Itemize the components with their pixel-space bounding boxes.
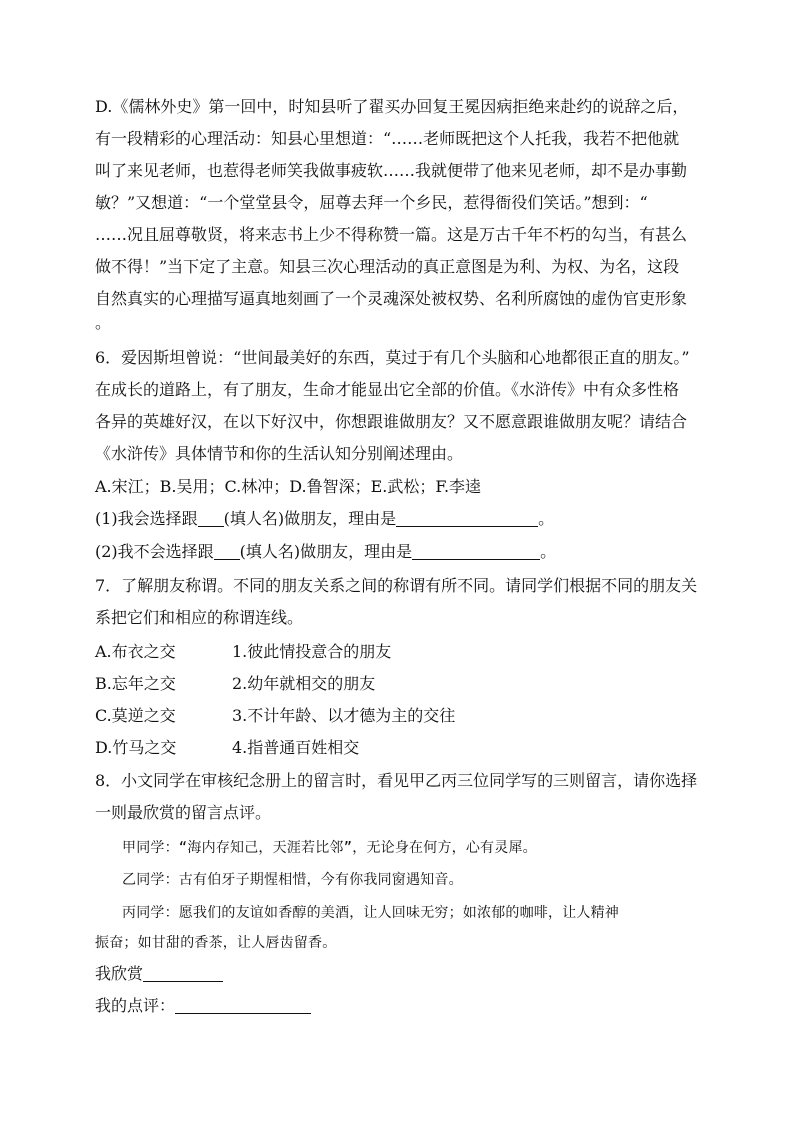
q6-sub2 (95, 542, 556, 562)
q6-sub2-text-middle: (填人名)做朋友，理由是 (239, 542, 413, 561)
q7-term-c[interactable]: C.莫逆之交 (95, 706, 176, 725)
q8-line: 8．小文同学在审核纪念册上的留言时，看见甲乙丙三位同学写的三则留言，请你选择 (95, 771, 698, 790)
q5-line: 敏？”又想道：“一个堂堂县令，屈尊去拜一个乡民，惹得衙役们笑话。”想到：“ (95, 193, 648, 212)
q7-meaning-1[interactable]: 1.彼此情投意合的朋友 (232, 642, 392, 661)
q8-appreciate (95, 964, 223, 984)
q8-message-bing: 丙同学：愿我们的友谊如香醇的美酒，让人回味无穷；如浓郁的咖啡，让人精神 (122, 905, 619, 921)
q7-term-d[interactable]: D.竹马之交 (95, 738, 177, 757)
q7-meaning-2[interactable]: 2.幼年就相交的朋友 (232, 674, 376, 693)
q8-line: 一则最欣赏的留言点评。 (95, 803, 272, 822)
q5-line: 有一段精彩的心理活动：知县心里想道：“……老师既把这个人托我，我若不把他就 (95, 129, 680, 148)
q8-appreciate-blank[interactable] (143, 965, 223, 982)
q8-comment (95, 996, 311, 1016)
q6-sub2-text-after: 。 (540, 542, 557, 561)
q6-sub1-text-after: 。 (538, 509, 555, 528)
q5-line: ……况且屈尊敬贤，将来志书上少不得称赞一篇。这是万古千年不朽的勾当，有甚么 (95, 225, 688, 244)
q6-sub1 (95, 509, 554, 529)
q8-appreciate-label: 我欣赏 (95, 964, 144, 983)
q8-comment-label: 我的点评： (95, 996, 176, 1015)
q5-line: D.《儒林外史》第一回中，时知县听了翟买办回复王冕因病拒绝来赴约的说辞之后， (95, 97, 689, 116)
q8-message-yi: 乙同学：古有伯牙子期惺相惜，今有你我同窗遇知音。 (122, 872, 463, 888)
q6-sub1-text-before: (1)我会选择跟 (95, 509, 198, 528)
q6-line: 《水浒传》具体情节和你的生活认知分别阐述理由。 (95, 444, 464, 463)
q7-term-a[interactable]: A.布衣之交 (95, 642, 176, 661)
q7-line: 7．了解朋友称谓。不同的朋友关系之间的称谓有所不同。请同学们根据不同的朋友关 (95, 576, 698, 595)
q6-line: 各异的英雄好汉，在以下好汉中，你想跟谁做朋友？又不愿意跟谁做朋友呢？请结合 (95, 412, 688, 431)
q6-sub2-name-blank[interactable] (214, 543, 240, 560)
q7-meaning-4[interactable]: 4.指普通百姓相交 (232, 738, 360, 757)
q5-line: 做不得！”当下定了主意。知县三次心理活动的真正意图是为利、为权、为名，这段 (95, 257, 680, 276)
q6-sub1-reason-blank[interactable] (396, 510, 538, 527)
q5-line: 自然真实的心理描写逼真地刻画了一个灵魂深处被权势、名利所腐蚀的虚伪官吏形象 (95, 289, 688, 308)
q6-line: 在成长的道路上，有了朋友，生命才能显出它全部的价值。《水浒传》中有众多性格 (95, 380, 680, 399)
q7-line: 系把它们和相应的称谓连线。 (95, 608, 304, 627)
q6-sub2-text-before: (2)我不会选择跟 (95, 542, 214, 561)
q7-term-b[interactable]: B.忘年之交 (95, 674, 176, 693)
q5-line: 叫了来见老师，也惹得老师笑我做事疲软……我就便带了他来见老师，却不是办事勤 (95, 161, 688, 180)
q8-comment-blank[interactable] (175, 997, 311, 1014)
q8-message-jia: 甲同学：“海内存知己，天涯若比邻”，无论身在何方，心有灵犀。 (122, 840, 537, 856)
q6-options: A.宋江；B.吴用；C.林冲；D.鲁智深；E.武松；F.李逵 (95, 477, 482, 496)
q7-meaning-3[interactable]: 3.不计年龄、以才德为主的交往 (232, 706, 456, 725)
q6-line: 6．爱因斯坦曾说：“世间最美好的东西，莫过于有几个头脑和心地都很正直的朋友。” (95, 348, 690, 367)
q5-line: 。 (95, 313, 112, 332)
q6-sub1-text-middle: (填人名)做朋友，理由是 (223, 509, 397, 528)
q6-sub1-name-blank[interactable] (198, 510, 224, 527)
q8-message-bing-cont: 振奋；如甘甜的香茶，让人唇齿留香。 (95, 935, 337, 951)
q6-sub2-reason-blank[interactable] (412, 543, 540, 560)
